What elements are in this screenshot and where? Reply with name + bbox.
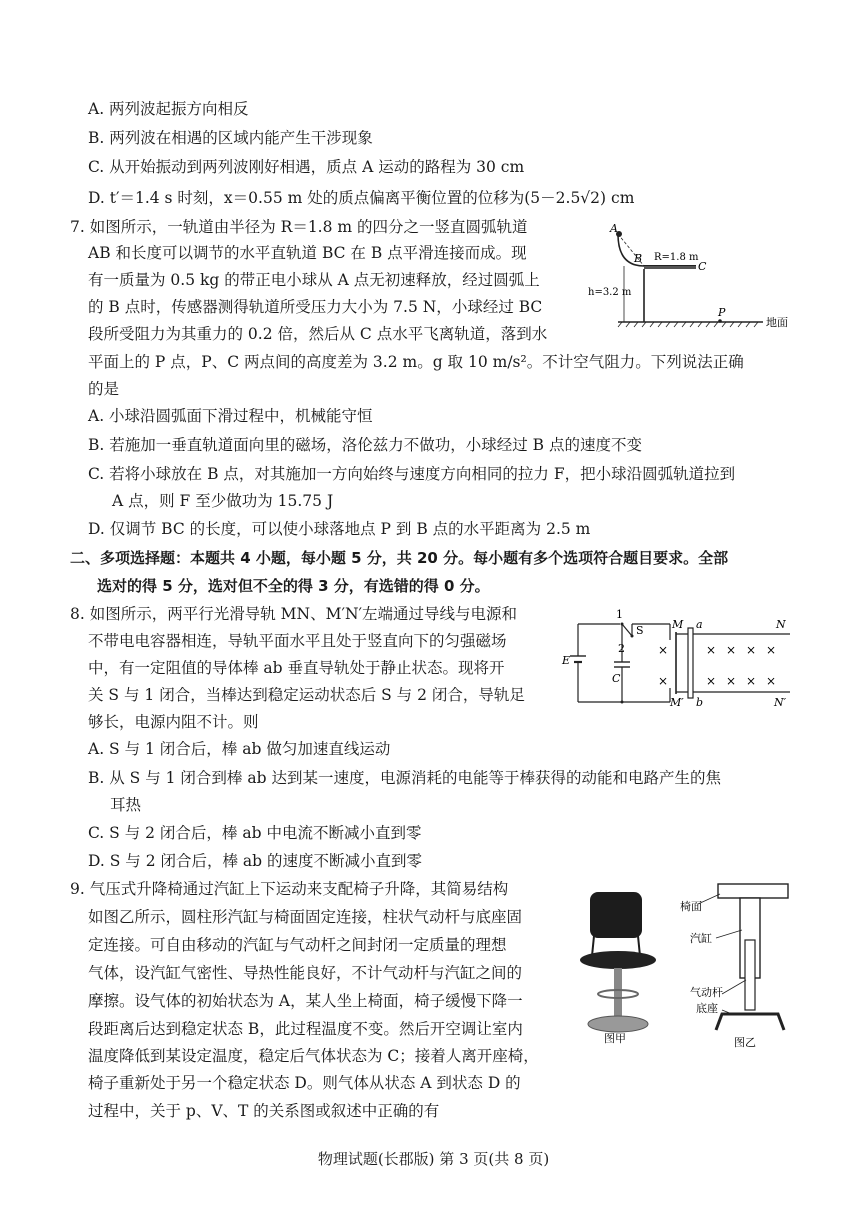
leader-cylinder <box>716 930 742 938</box>
q7-stem-line: 段所受阻力为其重力的 0.2 倍，然后从 C 点水平飞离轨道，落到水 <box>88 325 548 343</box>
label-ground: 地面 <box>766 316 788 329</box>
q9-chair-photo <box>572 886 672 1046</box>
label-base: 底座 <box>696 1002 718 1015</box>
q9-stem-line: 过程中，关于 p、V、T 的关系图或叙述中正确的有 <box>88 1102 440 1120</box>
q7-option-d: D. 仅调节 BC 的长度，可以使小球落地点 P 到 B 点的水平距离为 2.5 m <box>88 520 591 538</box>
field-mark: × <box>658 674 669 688</box>
q8-circuit-figure <box>560 604 800 714</box>
q8-stem-line: 关 S 与 1 闭合，当棒达到稳定运动状态后 S 与 2 闭合，导轨足 <box>88 686 525 704</box>
q8-option-a: A. S 与 1 闭合后，棒 ab 做匀加速直线运动 <box>88 740 391 758</box>
leader-rod <box>722 980 746 994</box>
q7-stem-line: 有一质量为 0.5 kg 的带正电小球从 A 点无初速释放，经过圆弧上 <box>88 271 540 289</box>
section-heading: 二、多项选择题：本题共 4 小题，每小题 5 分，共 20 分。每小题有多个选项符合题目要求。全部 <box>70 549 729 567</box>
label-fig-yi: 图乙 <box>734 1036 756 1049</box>
field-mark: × <box>706 674 717 688</box>
label-m: M <box>672 618 684 631</box>
q8-stem-line: 不带电电容器相连，导轨平面水平且处于竖直向下的匀强磁场 <box>88 632 507 650</box>
chair-seat <box>580 951 656 969</box>
point-p <box>718 319 722 323</box>
q7-option-a: A. 小球沿圆弧面下滑过程中，机械能守恒 <box>88 407 373 425</box>
rod <box>745 940 755 1010</box>
section-heading-line2: 选对的得 5 分，选对但不全的得 3 分，有选错的得 0 分。 <box>97 577 490 595</box>
field-mark: × <box>746 674 757 688</box>
label-cylinder: 汽缸 <box>690 932 712 945</box>
label-fig-jia: 图甲 <box>604 1032 626 1045</box>
q7-stem-line: 的是 <box>88 380 120 398</box>
q9-stem-line: 9. 气压式升降椅通过汽缸上下运动来支配椅子升降，其简易结构 <box>70 880 509 898</box>
q8-option-b-line1: B. 从 S 与 1 闭合到棒 ab 达到某一速度，电源消耗的电能等于棒获得的动能和电路产生的焦 <box>88 769 721 787</box>
q7-option-b: B. 若施加一垂直轨道面向里的磁场，洛伦兹力不做功，小球经过 B 点的速度不变 <box>88 436 642 454</box>
q8-stem-line: 中，有一定阻值的导体棒 ab 垂直导轨处于静止状态。现将开 <box>88 659 505 677</box>
q7-stem-line: 7. 如图所示，一轨道由半径为 R＝1.8 m 的四分之一竖直圆弧轨道 <box>70 218 528 236</box>
q6-option-b: B. 两列波在相遇的区域内能产生干涉现象 <box>88 129 373 147</box>
field-mark: × <box>766 643 777 657</box>
label-s: S <box>636 624 644 637</box>
q6-option-d: D. t′＝1.4 s 时刻，x＝0.55 m 处的质点偏离平衡位置的位移为(5－2.5√2) cm <box>88 189 635 207</box>
q7-option-c-line1: C. 若将小球放在 B 点，对其施加一方向始终与速度方向相同的拉力 F，把小球沿圆弧轨道拉到 <box>88 465 736 483</box>
label-b: B <box>634 252 643 265</box>
q9-stem-line: 如图乙所示，圆柱形汽缸与椅面固定连接，柱状气动杆与底座固 <box>88 908 523 926</box>
q8-stem-line: 8. 如图所示，两平行光滑导轨 MN、M′N′左端通过导线与电源和 <box>70 605 518 623</box>
switch-blade <box>622 624 632 636</box>
base <box>716 1014 784 1030</box>
q9-stem-line: 气体，设汽缸气密性、导热性能良好，不计气动杆与汽缸之间的 <box>88 964 523 982</box>
label-n-prime: N′ <box>774 696 787 709</box>
field-mark: × <box>726 643 737 657</box>
label-p: P <box>718 306 726 319</box>
q8-option-d: D. S 与 2 闭合后，棒 ab 的速度不断减小直到零 <box>88 852 423 870</box>
ground-hatching <box>618 322 758 327</box>
q9-stem-line: 定连接。可自由移动的汽缸与气动杆之间封闭一定质量的理想 <box>88 936 507 954</box>
label-b: b <box>696 696 704 709</box>
field-mark: × <box>706 643 717 657</box>
label-n: N <box>776 618 786 631</box>
bc-track-base <box>644 266 696 269</box>
label-radius: R=1.8 m <box>654 252 699 263</box>
q9-chair-schematic <box>680 880 808 1050</box>
junction <box>621 701 624 704</box>
q7-option-c-line2: A 点，则 F 至少做功为 15.75 J <box>112 492 334 510</box>
field-mark: × <box>746 643 757 657</box>
label-1: 1 <box>616 608 623 621</box>
chair-column <box>614 968 622 1020</box>
q9-stem-line: 摩擦。设气体的初始状态为 A，某人坐上椅面，椅子缓慢下降一 <box>88 992 523 1010</box>
label-a: A <box>610 222 618 235</box>
q9-stem-line: 椅子重新处于另一个稳定状态 D。则气体从状态 A 到状态 D 的 <box>88 1074 521 1092</box>
label-a: a <box>696 618 703 631</box>
q6-option-a: A. 两列波起振方向相反 <box>88 100 249 118</box>
chair-backrest <box>590 892 642 938</box>
page-footer: 物理试题(长郡版) 第 3 页(共 8 页) <box>317 1150 550 1168</box>
q9-stem-line: 温度降低到某设定温度，稳定后气体状态为 C；接着人离开座椅， <box>88 1047 539 1065</box>
q8-stem-line: 够长，电源内阻不计。则 <box>88 713 259 731</box>
field-mark: × <box>658 643 669 657</box>
label-e: E <box>562 654 571 667</box>
q8-option-c: C. S 与 2 闭合后，棒 ab 中电流不断减小直到零 <box>88 824 422 842</box>
label-height: h=3.2 m <box>588 287 632 298</box>
field-mark: × <box>726 674 737 688</box>
seat-plate <box>718 884 788 898</box>
chair-back-post <box>592 936 594 956</box>
label-c: C <box>698 260 707 273</box>
label-rod: 气动杆 <box>690 986 723 999</box>
q7-stem-line: 平面上的 P 点，P、C 两点间的高度差为 3.2 m。g 取 10 m/s²。不计空气阻力。下列说法正确 <box>88 353 744 371</box>
q7-track-figure <box>588 220 798 330</box>
q7-stem-line: 的 B 点时，传感器测得轨道所受压力大小为 7.5 N，小球经过 BC <box>88 298 543 316</box>
field-mark: × <box>766 674 777 688</box>
q6-option-c: C. 从开始振动到两列波刚好相遇，质点 A 运动的路程为 30 cm <box>88 158 525 176</box>
q8-option-b-line2: 耳热 <box>110 796 142 814</box>
label-c: C <box>612 672 621 685</box>
rod-ab <box>688 628 693 698</box>
label-seat: 椅面 <box>680 900 702 913</box>
q7-stem-line: AB 和长度可以调节的水平直轨道 BC 在 B 点平滑连接而成。现 <box>88 244 527 262</box>
chair-base <box>588 1016 648 1032</box>
label-m-prime: M′ <box>670 696 684 709</box>
label-2: 2 <box>618 642 625 655</box>
q9-stem-line: 段距离后达到稳定状态 B，此过程温度不变。然后开空调让室内 <box>88 1020 523 1038</box>
